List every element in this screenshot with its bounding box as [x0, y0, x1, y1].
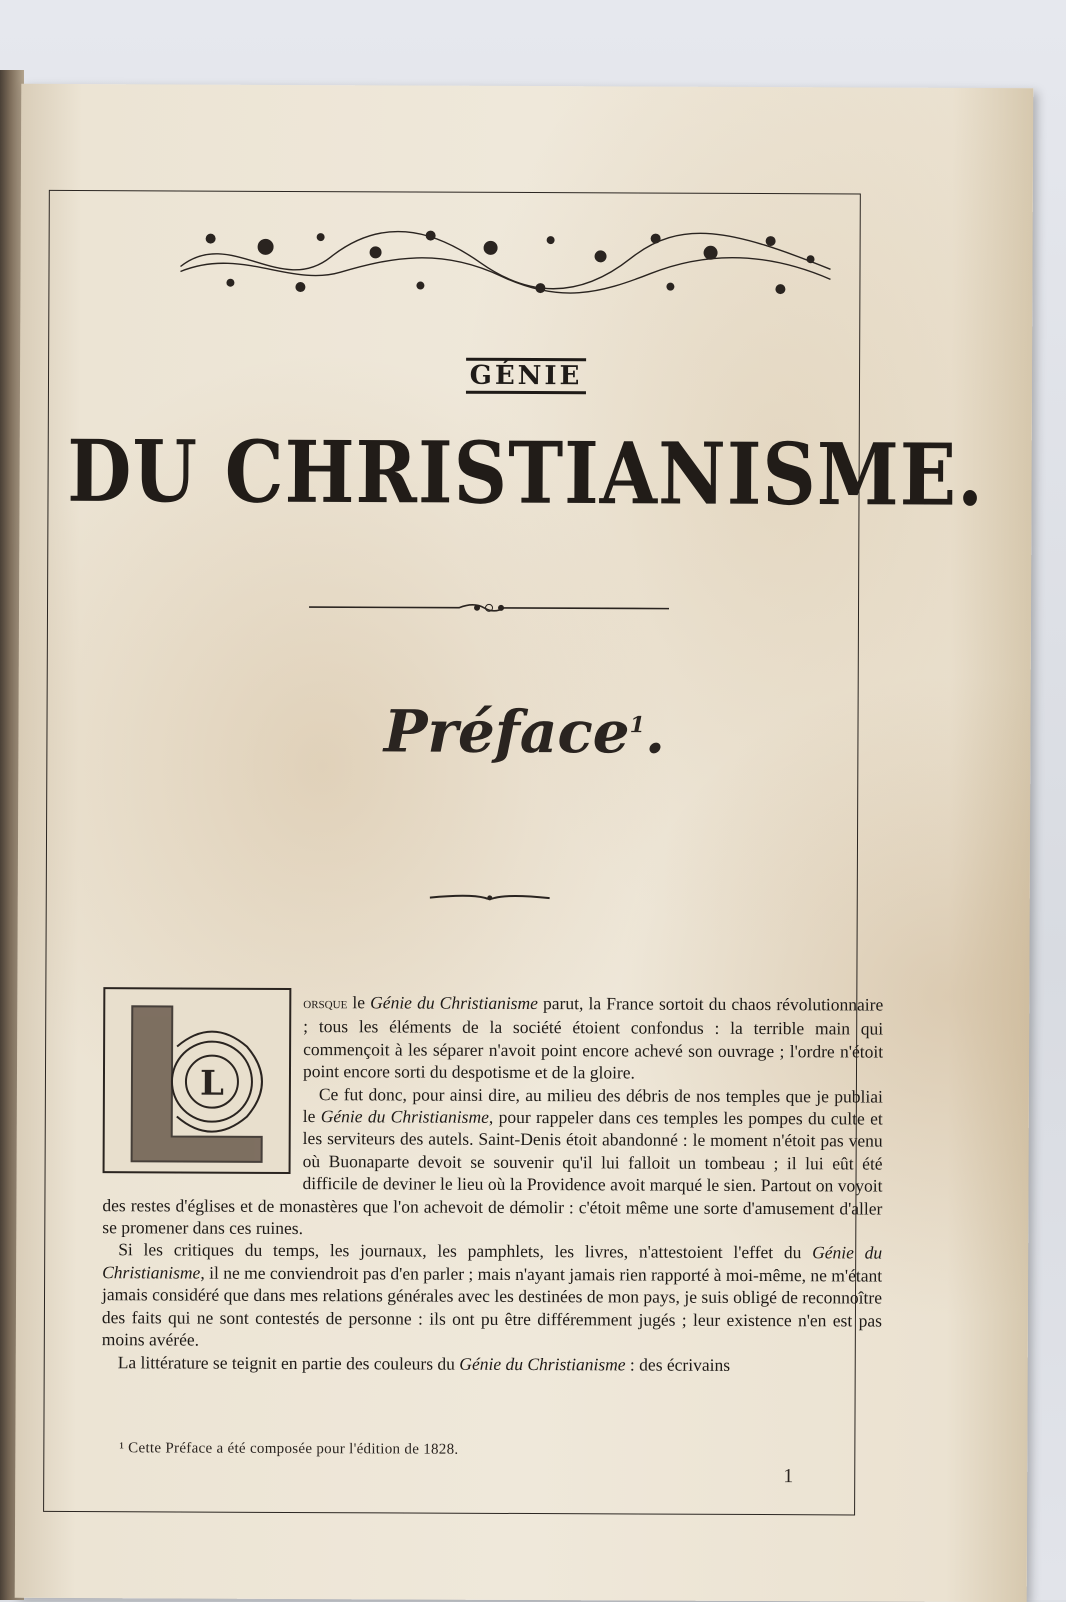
- body-text: [102, 990, 884, 1376]
- floral-header-ornament: [170, 216, 840, 299]
- title-overline: GÉNIE: [20, 356, 1032, 396]
- paragraph-2: Ce fut donc, pour ainsi dire, au milieu des débris de nos temples que je publiai le Génie du Christianisme, pour rappeler dans ces temples les pompes du culte et les serviteurs des autels. Saint-Denis étoit abandonné : le moment n'étoit pas venu où Buonaparte devoit se souvenir qu'il lui falloit un tombeau ; il lui eût été difficile de deviner le lieu où la Providence avoit marqué le sien. Partout on voyoit des restes d'églises et de monastères que l'on achevoit de démolir : c'étoit même une sorte d'amusement d'aller se promener dans ces ruines.: [102, 1083, 883, 1239]
- footnote: ¹ Cette Préface a été composée pour l'édition de 1828.: [119, 1440, 459, 1458]
- title-divider-ornament: [309, 597, 669, 619]
- book-page: [15, 84, 1034, 1602]
- paragraph-4: La littérature se teignit en partie des couleurs du Génie du Christianisme : des écrivains: [117, 1351, 731, 1375]
- page-number: 1: [783, 1465, 794, 1488]
- section-heading: Préface$^1$.: [383, 697, 666, 767]
- dropcap-letter: L: [199, 1063, 224, 1104]
- paragraph-1: orsque le Génie du Christianisme parut, la France sortoit du chaos révolutionnaire ; tous les éléments de la société étoient confondus : la terrible main qui commençoit à les séparer n'avoit point encore achevé son ouvrage ; l'ordre n'étoit point encore sorti du despotisme et de la gloire.: [302, 992, 884, 1083]
- small-divider-ornament: [430, 892, 550, 905]
- book-title: DU CHRISTIANISME.: [67, 422, 985, 526]
- paragraph-3: Si les critiques du temps, les journaux, les pamphlets, les livres, n'attestoient l'effet du Génie du Christianisme, il ne me conviendroit pas d'en parler ; mais n'ayant jamais rien rapporté à moi-même, ne m'étant jamais considéré que dans mes relations générales avec les destinées de mon pays, je suis obligé de reconnoître des faits qui ne sont contestés de personne : ils ont pu être différemment jugés ; leur existence n'en est pas moins avérée.: [101, 1239, 883, 1350]
